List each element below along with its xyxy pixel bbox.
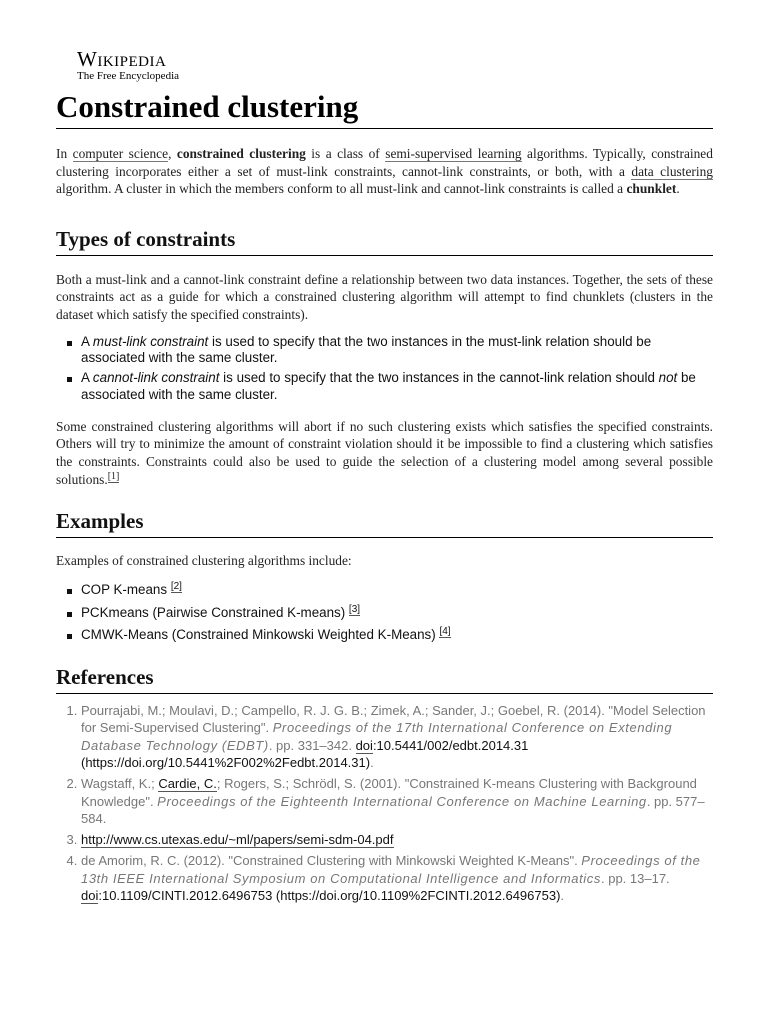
intro-paragraph: In computer science, constrained clustering is a class of semi-supervised learning algorithms. Typically, constrained clustering incorporates either a set of must-link constraints, cannot-link constraints, or both, with a data clustering algorithm. A cluster in which the members conform to all must-link and cannot-link constraints is called a chunklet. — [56, 146, 713, 197]
citation-1[interactable]: [1] — [107, 470, 120, 482]
list-item: A must-link constraint is used to specify that the two instances in the must-link relation should be associated with the same cluster. — [67, 334, 713, 368]
citation-4[interactable]: [4] — [439, 626, 451, 638]
constraint-list — [56, 334, 713, 404]
list-item: CMWK-Means (Constrained Minkowski Weighted K-Means) [4] — [67, 627, 713, 644]
types-paragraph-1: Both a must-link and a cannot-link constraint define a relationship between two data instances. Together, the sets of these constraints act as a guide for which a constrained clustering algorithm will attempt to find chunklets (clusters in the dataset which satisfy the specified constraints). — [56, 271, 713, 322]
reference-item: 2. Wagstaff, K.; Cardie, C.; Rogers, S.; Schrödl, S. (2001). "Constrained K-means Clustering with Background Knowledge". Proceedings of the Eighteenth International Conference on Machine Learning. pp. 577–584. — [81, 775, 713, 827]
examples-intro: Examples of constrained clustering algorithms include: — [56, 553, 352, 569]
wikipedia-logo[interactable] — [56, 48, 713, 86]
link-cardie[interactable]: Cardie, C. — [158, 776, 217, 792]
heading-types-of-constraints: Types of constraints — [56, 226, 713, 256]
doi-link[interactable]: doi — [355, 737, 373, 753]
references-list — [56, 702, 713, 904]
reference-item: 4. de Amorim, R. C. (2012). "Constrained Clustering with Minkowski Weighted K-Means". Proceedings of the 13th IEEE International Symposium on Computational Intelligence and Informatics. pp. 13–17. doi:10.1109/CINTI.2012.6496753 (https://doi.org/10.1109%2FCINTI.2012.6496753). — [81, 852, 713, 904]
logo-wordmark: Wikipedia — [77, 47, 167, 71]
list-item: A cannot-link constraint is used to specify that the two instances in the cannot-link relation should not be associated with the same cluster. — [67, 370, 713, 404]
list-item: PCKmeans (Pairwise Constrained K-means) [3] — [67, 605, 713, 622]
page-title: Constrained clustering — [56, 88, 713, 129]
examples-list — [56, 582, 713, 644]
logo-tagline: The Free Encyclopedia — [77, 70, 180, 82]
types-paragraph-2: Some constrained clustering algorithms will abort if no such clustering exists which satisfies the specified constraints. Others will try to minimize the amount of constraint violation should it be impossible to find a clustering which satisfies the constraints. Constraints could also be used to guide the selection of a clustering model among several possible solutions.[1] — [56, 418, 713, 487]
link-data-clustering[interactable]: data clustering — [631, 163, 713, 179]
reference-item: 1. Pourrajabi, M.; Moulavi, D.; Campello, R. J. G. B.; Zimek, A.; Sander, J.; Goebel, R. (2014). "Model Selection for Semi-Supervised Clustering". Proceedings of the 17th International Conference on Extending Database Technology (EDBT). pp. 331–342. doi:10.5441/002/edbt.2014.31 (https://doi.org/10.5441%2F002%2Fedbt.2014.31). — [81, 702, 713, 771]
bold-term: constrained clustering — [176, 146, 306, 161]
citation-2[interactable]: [2] — [170, 580, 182, 592]
list-item: COP K-means [2] — [67, 582, 713, 599]
doi-value[interactable]: :10.5441/002/edbt.2014.31 (https://doi.org/10.5441%2F002%2Fedbt.2014.31) — [81, 737, 529, 770]
heading-references: References — [56, 664, 713, 694]
heading-examples: Examples — [56, 508, 713, 538]
doi-value[interactable]: :10.1109/CINTI.2012.6496753 (https://doi.org/10.1109%2FCINTI.2012.6496753) — [98, 888, 561, 904]
link-semi-supervised-learning[interactable]: semi-supervised learning — [385, 146, 522, 161]
reference-item — [81, 831, 713, 848]
article-page — [56, 48, 713, 908]
external-pdf-link[interactable]: http://www.cs.utexas.edu/~ml/papers/semi-sdm-04.pdf — [81, 832, 394, 848]
bold-chunklet: chunklet — [626, 181, 677, 197]
citation-3[interactable]: [3] — [348, 603, 361, 615]
link-computer-science[interactable]: computer science — [72, 146, 169, 161]
doi-link[interactable]: doi — [81, 888, 99, 904]
